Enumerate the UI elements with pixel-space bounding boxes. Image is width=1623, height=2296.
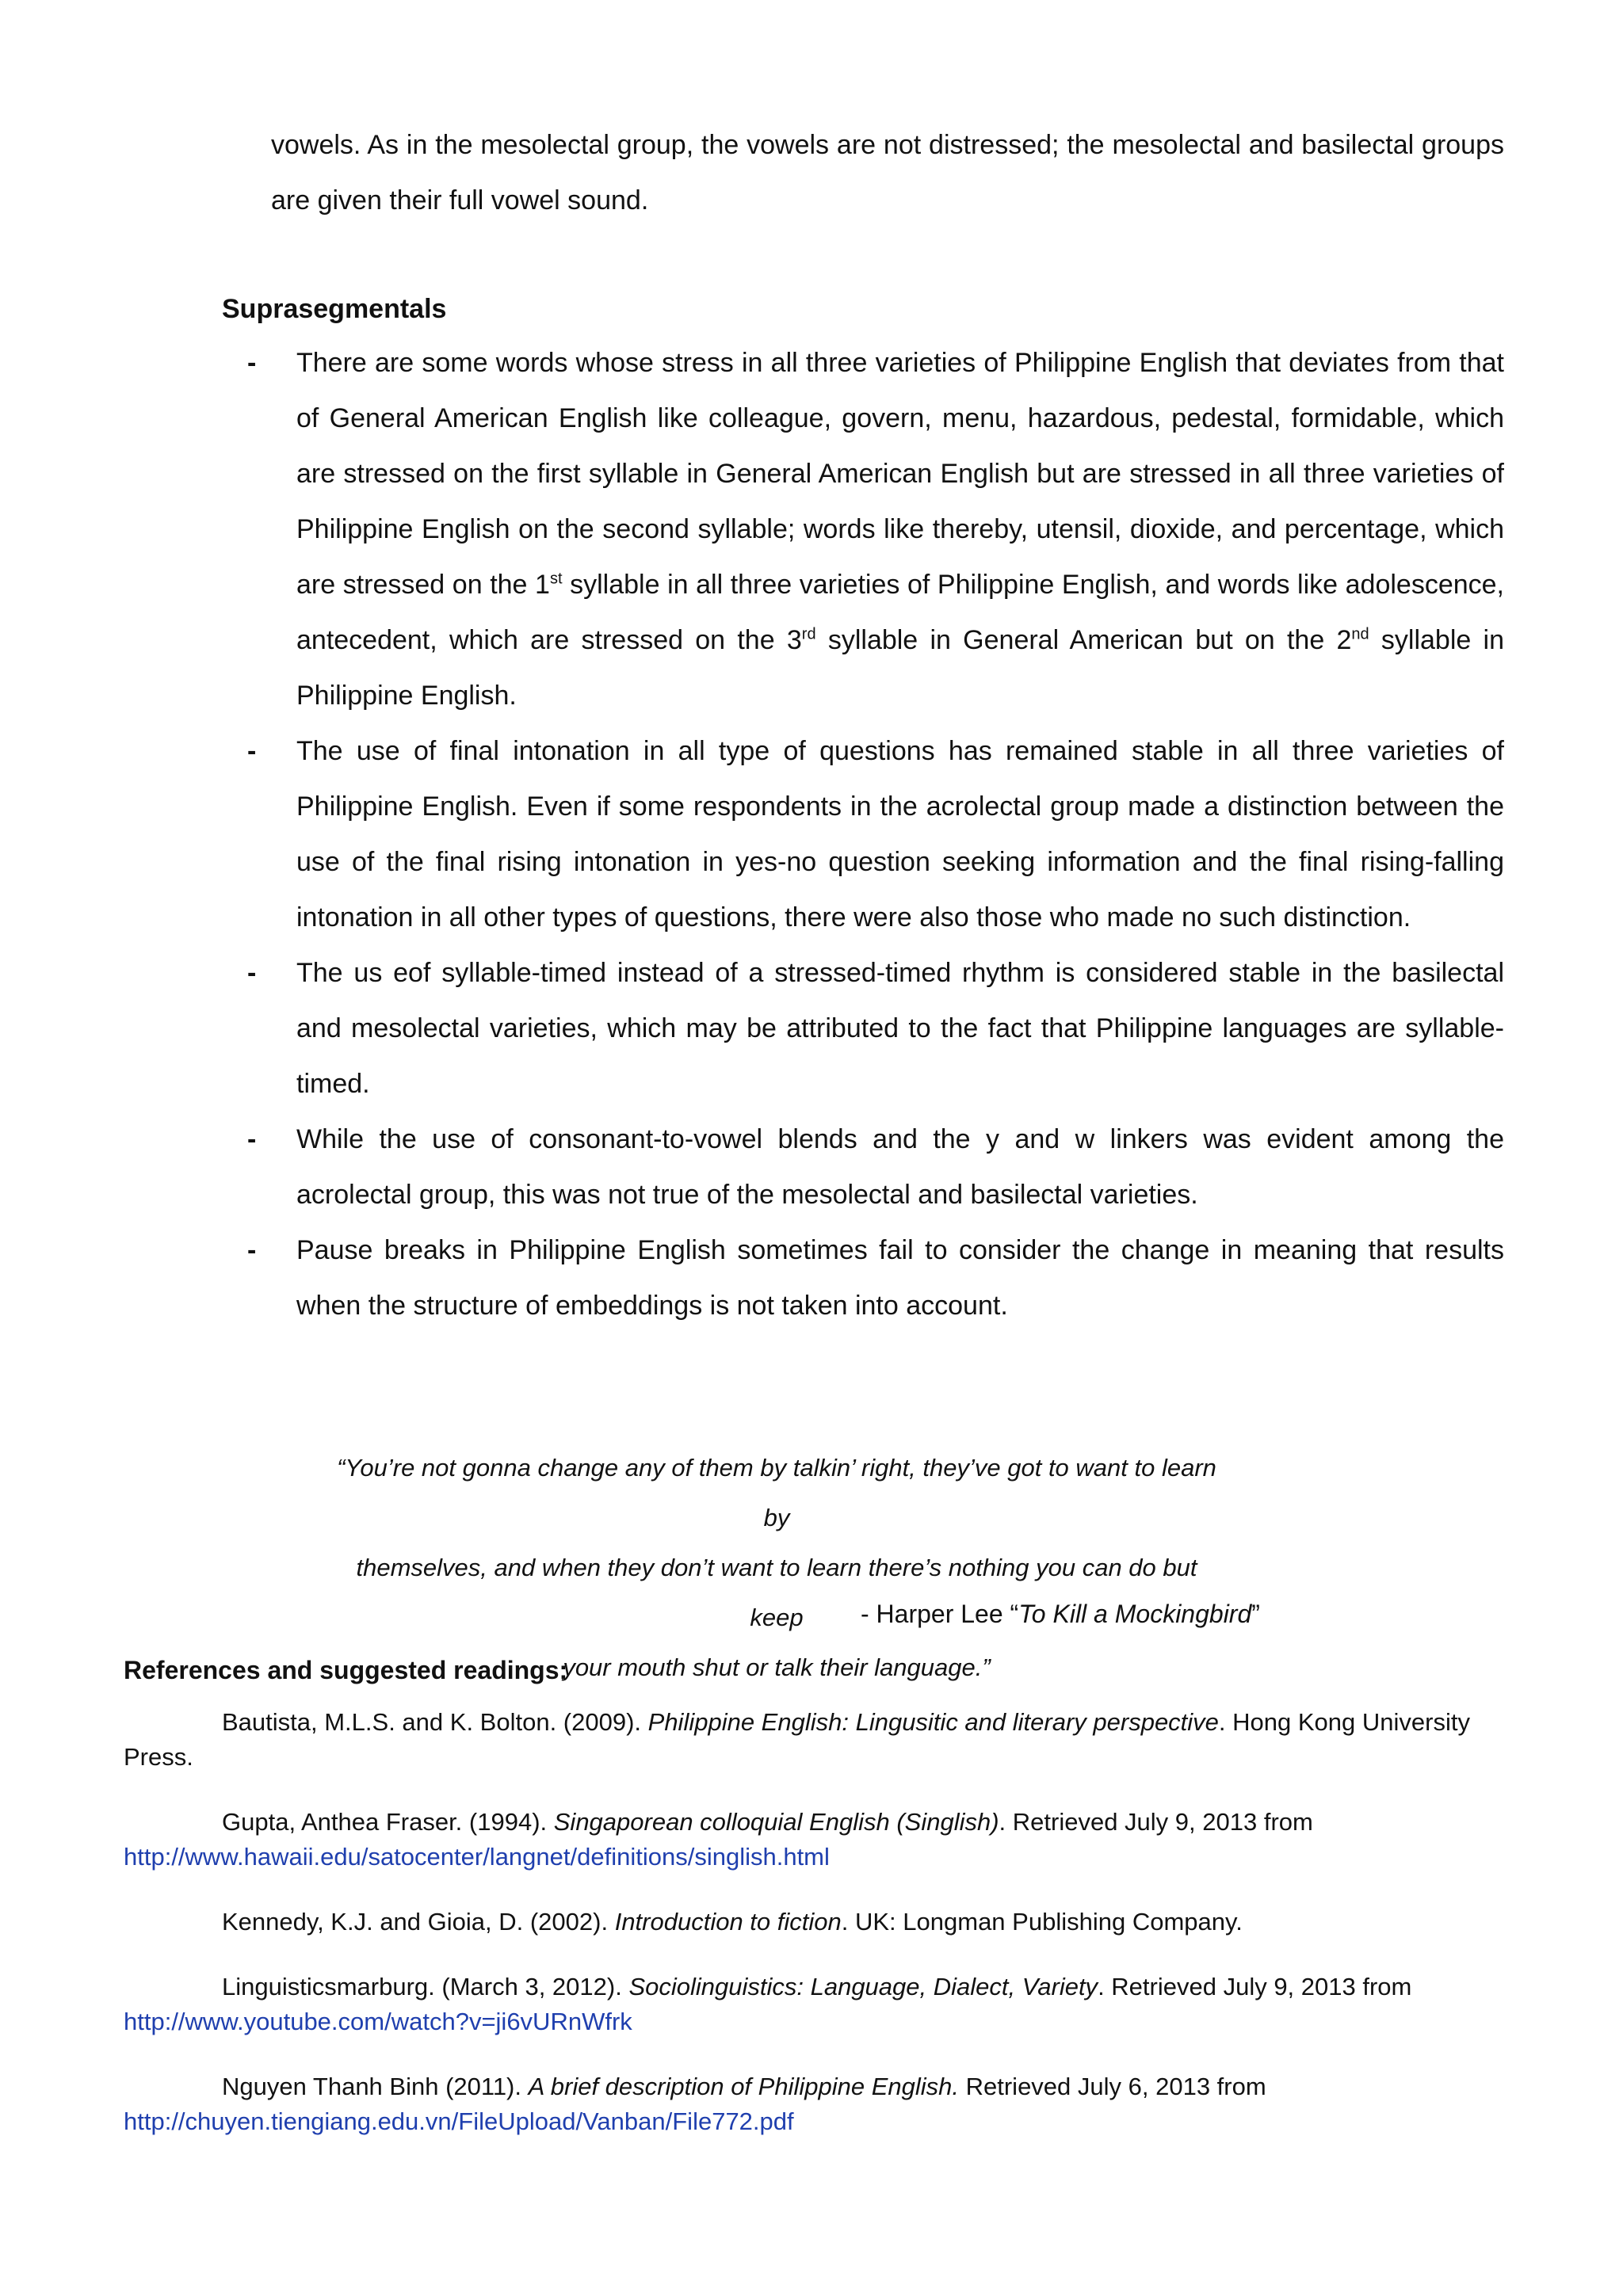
intro-paragraph: vowels. As in the mesolectal group, the vowels are not distressed; the mesolectal and basilectal groups are given their full vowel sound.: [271, 130, 1504, 215]
reference-text: . Retrieved July 9, 2013 from: [999, 1808, 1313, 1836]
bullet-text: The us eof syllable-timed instead of a stressed-timed rhythm is considered stable in the basilectal and mesolectal varieties, which may be attributed to the fact that Philippine languages are syllable-timed.: [296, 958, 1504, 1099]
bullet-text: The use of final intonation in all type of questions has remained stable in all three varieties of Philippine English. Even if some respondents in the acrolectal group made a distinction between the use of the final rising intonation in yes-no question seeking information and the final rising-falling intonation in all other types of questions, there were also those who made no such distinction.: [296, 736, 1504, 933]
reference-entry: [124, 1805, 1518, 1875]
reference-text: . UK: Longman Publishing Company.: [841, 1908, 1243, 1936]
reference-title: Sociolinguistics: Language, Dialect, Variety: [628, 1973, 1098, 2000]
reference-text: Gupta, Anthea Fraser. (1994).: [222, 1808, 554, 1836]
references-list: [124, 1705, 1518, 2169]
superscript: rd: [801, 625, 816, 643]
bullet-marker: -: [247, 1124, 257, 1154]
reference-title: Introduction to fiction: [614, 1908, 842, 1936]
suprasegmentals-bullet-list: [238, 335, 1504, 1333]
bullet-text: Pause breaks in Philippine English sometimes fail to consider the change in meaning that results when the structure of embeddings is not taken into account.: [296, 1235, 1504, 1321]
bullet-text: syllable in all three varieties of Philippine English, and words like adolescence, antecedent, which are stressed on the 3: [296, 570, 1504, 655]
quote-line: “You’re not gonna change any of them by talkin’ right, they’ve got to want to learn by: [337, 1454, 1216, 1531]
quote-attribution: [861, 1594, 1260, 1634]
quote-line: themselves, and when they don’t want to learn there’s nothing you can do but keep: [356, 1554, 1197, 1631]
section-heading-suprasegmentals: Suprasegmentals: [222, 294, 447, 324]
reference-text: Linguisticsmarburg. (March 3, 2012).: [222, 1973, 629, 2000]
reference-entry: [124, 2069, 1518, 2139]
bullet-text: syllable in General American but on the 2: [815, 625, 1352, 655]
bullet-item-stress: [238, 335, 1504, 723]
reference-text: Kennedy, K.J. and Gioia, D. (2002).: [222, 1908, 615, 1936]
bullet-item-rhythm: [238, 945, 1504, 1112]
superscript: nd: [1351, 625, 1369, 643]
bullet-text: There are some words whose stress in all three varieties of Philippine English that deviates from that of General American English like colleague, govern, menu, hazardous, pedestal, formidable, which are stressed on the first syllable in General American English but are stressed in all three varieties of Philippine English on the second syllable; words like thereby, utensil, dioxide, and percentage, which are stressed on the 1: [296, 348, 1504, 600]
bullet-item-linkers: [238, 1112, 1504, 1222]
reference-text: Retrieved July 6, 2013 from: [959, 2073, 1266, 2100]
bullet-text: syllable in Philippine English.: [296, 625, 1504, 711]
bullet-marker: -: [247, 1235, 257, 1265]
bullet-item-intonation: [238, 723, 1504, 945]
bullet-marker: -: [247, 958, 257, 988]
attribution-text: ”: [1251, 1600, 1260, 1628]
reference-title: Philippine English: Lingusitic and literary perspective: [647, 1708, 1219, 1736]
reference-link[interactable]: http://www.youtube.com/watch?v=ji6vURnWfrk: [124, 2008, 632, 2035]
attribution-title: To Kill a Mockingbird: [1018, 1600, 1252, 1628]
reference-entry: [124, 1905, 1518, 1939]
attribution-text: - Harper Lee “: [861, 1600, 1019, 1628]
bullet-item-pause-breaks: [238, 1222, 1504, 1333]
superscript: st: [549, 570, 563, 588]
reference-entry: [124, 1705, 1518, 1775]
bullet-marker: -: [247, 736, 257, 766]
reference-link[interactable]: http://chuyen.tiengiang.edu.vn/FileUpload/Vanban/File772.pdf: [124, 2107, 794, 2135]
reference-link[interactable]: http://www.hawaii.edu/satocenter/langnet/definitions/singlish.html: [124, 1843, 830, 1871]
reference-title: Singaporean colloquial English (Singlish): [553, 1808, 999, 1836]
reference-text: . Hong Kong University Press.: [124, 1708, 1470, 1771]
reference-text: Nguyen Thanh Binh (2011).: [222, 2073, 529, 2100]
quote-line: your mouth shut or talk their language.”: [563, 1653, 991, 1681]
reference-entry: [124, 1970, 1518, 2039]
bullet-text: While the use of consonant-to-vowel blends and the y and w linkers was evident among the acrolectal group, this was not true of the mesolectal and basilectal varieties.: [296, 1124, 1504, 1210]
references-heading: References and suggested readings:: [124, 1656, 568, 1684]
reference-text: . Retrieved July 9, 2013 from: [1098, 1973, 1412, 2000]
bullet-marker: -: [247, 348, 257, 378]
reference-text: Bautista, M.L.S. and K. Bolton. (2009).: [222, 1708, 648, 1736]
reference-title: A brief description of Philippine English.: [528, 2073, 959, 2100]
